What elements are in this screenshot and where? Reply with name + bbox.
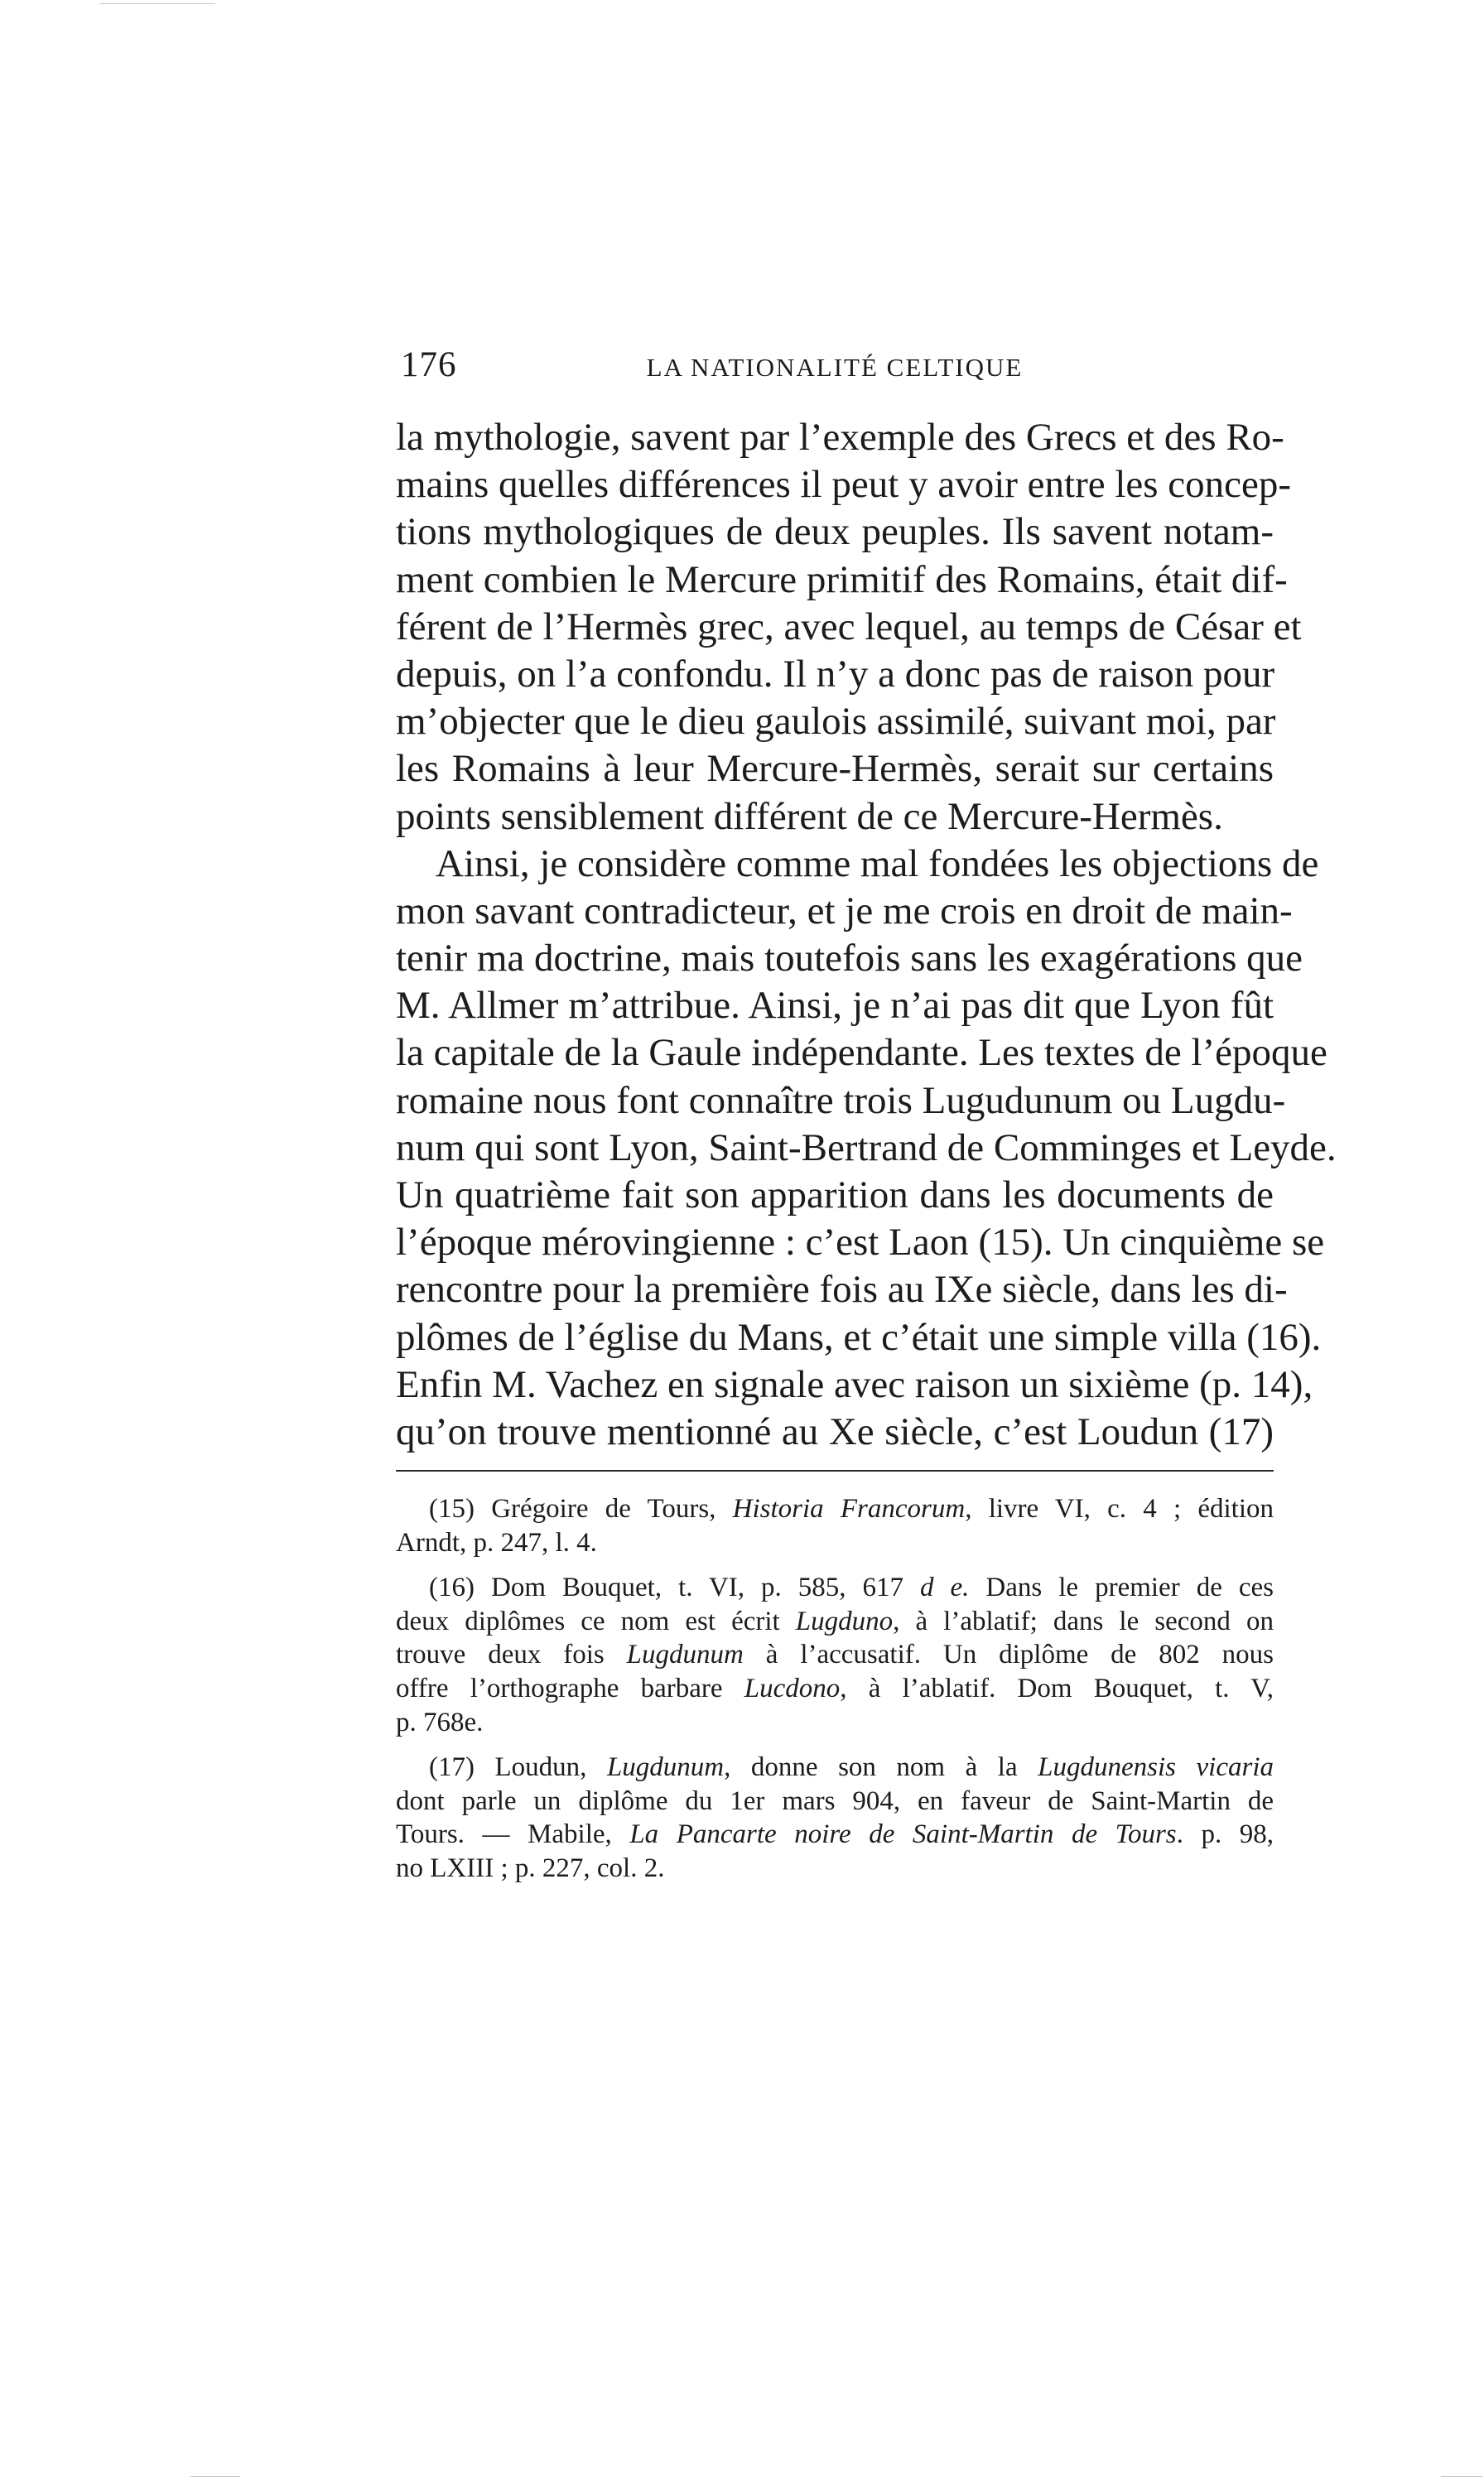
body-line: depuis, on l’a confondu. Il n’y a donc pas de raison pour [396,652,1275,696]
body-line: rencontre pour la première fois au IXe siècle, dans les di- [396,1268,1288,1312]
body-text [396,414,1337,1456]
body-line: l’époque mérovingienne : c’est Laon (15). Un cinquième se [396,1221,1325,1265]
running-title: LA NATIONALITÉ CELTIQUE [646,353,1024,382]
body-line: romaine nous font connaître trois Lugudunum ou Lugdu- [396,1078,1286,1122]
footnote-15-line: (15) Grégoire de Tours, Historia Francorum, livre VI, c. 4 ; édition [429,1494,1274,1524]
body-line: mains quelles différences il peut y avoir entre les concep- [396,463,1292,507]
footnote-16-line: p. 768e. [396,1707,484,1737]
footnote-16-line: offre l’orthographe barbare Lucdono, à l’ablatif. Dom Bouquet, t. V, [396,1673,1274,1703]
body-line: num qui sont Lyon, Saint-Bertrand de Comminges et Leyde. [396,1125,1337,1169]
body-line: m’objecter que le dieu gaulois assimilé, suivant moi, par [396,700,1276,744]
page-number: 176 [401,345,457,384]
body-line: Un quatrième fait son apparition dans les documents de [396,1173,1274,1217]
body-line: plômes de l’église du Mans, et c’était une simple villa (16). [396,1315,1322,1359]
footnote-17-line: (17) Loudun, Lugdunum, donne son nom à la Lugdunensis vicaria [429,1752,1274,1783]
body-line: Ainsi, je considère comme mal fondées les objections de [436,841,1319,885]
body-line: mon savant contradicteur, et je me crois en droit de main- [396,889,1293,932]
body-line: la capitale de la Gaule indépendante. Les textes de l’époque [396,1031,1327,1075]
footnote-rule [396,1470,1274,1472]
body-line: Enfin M. Vachez en signale avec raison un sixième (p. 14), [396,1362,1313,1406]
footnotes [396,1492,1274,1886]
footnote-15-line: Arndt, p. 247, l. 4. [396,1527,597,1558]
footnote-16-line: (16) Dom Bouquet, t. VI, p. 585, 617 d e. Dans le premier de ces [429,1573,1274,1603]
body-line: férent de l’Hermès grec, avec lequel, au temps de César et [396,605,1302,648]
body-line: tions mythologiques de deux peuples. Ils savent notam- [396,510,1274,554]
body-line: ment combien le Mercure primitif des Romains, était dif- [396,557,1288,601]
footnote-16-line: trouve deux fois Lugdunum à l’accusatif. Un diplôme de 802 nous [396,1640,1274,1670]
footnote-17-line: no LXIII ; p. 227, col. 2. [396,1853,665,1883]
footnote-16-line: deux diplômes ce nom est écrit Lugduno, à l’ablatif; dans le second on [396,1606,1274,1636]
footnote-17-line: Tours. — Mabile, La Pancarte noire de Saint-Martin de Tours. p. 98, [396,1819,1274,1850]
footnote-17-line: dont parle un diplôme du 1er mars 904, en faveur de Saint-Martin de [396,1785,1274,1816]
body-line: la mythologie, savent par l’exemple des Grecs et des Ro- [396,416,1284,459]
running-head [396,344,1274,394]
body-line: M. Allmer m’attribue. Ainsi, je n’ai pas dit que Lyon fût [396,984,1274,1028]
scan-edge-mark-bottom-right [1441,2476,1482,2477]
scan-edge-mark-top [99,3,215,4]
body-line: qu’on trouve mentionné au Xe siècle, c’est Loudun (17) [396,1409,1274,1453]
body-line: points sensiblement différent de ce Mercure-Hermès. [396,794,1223,838]
body-line: tenir ma doctrine, mais toutefois sans les exagérations que [396,937,1303,980]
body-line: les Romains à leur Mercure-Hermès, serait sur certains [396,747,1274,791]
scan-edge-mark-bottom-left [190,2476,240,2477]
